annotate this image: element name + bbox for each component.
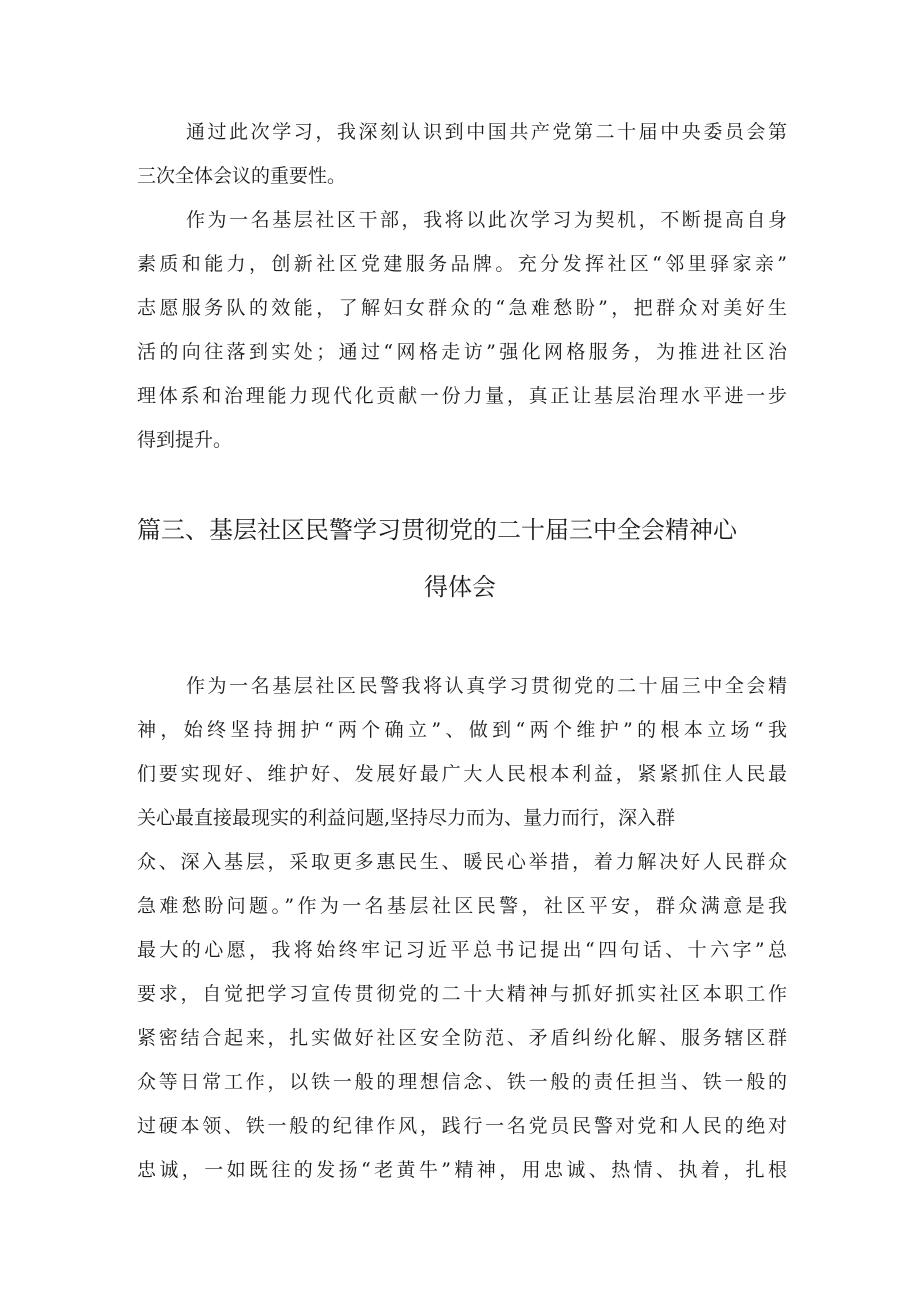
paragraph-3-line-7: 最大的心愿，我将始终牢记习近平总书记提出“四句话、十六字”总 [137,939,787,961]
paragraph-2-line-6: 得到提升。 [137,429,233,451]
paragraph-3-line-1: 作为一名基层社区民警我将认真学习贯彻党的二十届三中全会精 [186,675,787,697]
paragraph-2-line-4: 活的向往落到实处；通过“网格走访”强化网格服务，为推进社区治 [137,341,787,363]
paragraph-3-line-4: 关心最直接最现实的利益问题,坚持尽力而为、量力而行，深入群 [137,807,676,829]
paragraph-3-line-10: 众等日常工作，以铁一般的理想信念、铁一般的责任担当、铁一般的 [137,1071,787,1093]
paragraph-3-line-11: 过硬本领、铁一般的纪律作风，践行一名党员民警对党和人民的绝对 [137,1115,787,1137]
paragraph-1-line-1: 通过此次学习，我深刻认识到中国共产党第二十届中央委员会第 [186,121,787,143]
paragraph-3-line-8: 要求，自觉把学习宣传贯彻党的二十大精神与抓好抓实社区本职工作 [137,983,787,1005]
paragraph-2-line-5: 理体系和治理能力现代化贡献一份力量，真正让基层治理水平进一步 [137,385,787,407]
section-heading-line-2: 得体会 [424,573,496,601]
paragraph-2-line-1: 作为一名基层社区干部，我将以此次学习为契机，不断提高自身 [186,209,787,231]
paragraph-3-line-6: 急难愁盼问题。”作为一名基层社区民警，社区平安，群众满意是我 [137,895,787,917]
paragraph-2-line-2: 素质和能力，创新社区党建服务品牌。充分发挥社区“邻里驿家亲” [137,253,787,275]
paragraph-1-line-2: 三次全体会议的重要性。 [137,165,347,187]
section-heading-line-1: 篇三、基层社区民警学习贯彻党的二十届三中全会精神心 [137,516,737,544]
paragraph-3-line-5: 众、深入基层，采取更多惠民生、暖民心举措，着力解决好人民群众 [137,851,787,873]
paragraph-3-line-12: 忠诚，一如既往的发扬“老黄牛”精神，用忠诚、热情、执着，扎根 [137,1159,787,1181]
paragraph-3-line-2: 神，始终坚持拥护“两个确立”、做到“两个维护”的根本立场“我 [137,719,787,741]
paragraph-3-line-3: 们要实现好、维护好、发展好最广大人民根本利益，紧紧抓住人民最 [137,763,787,785]
paragraph-2-line-3: 志愿服务队的效能，了解妇女群众的“急难愁盼”，把群众对美好生 [137,297,787,319]
paragraph-3-line-9: 紧密结合起来，扎实做好社区安全防范、矛盾纠纷化解、服务辖区群 [137,1027,787,1049]
